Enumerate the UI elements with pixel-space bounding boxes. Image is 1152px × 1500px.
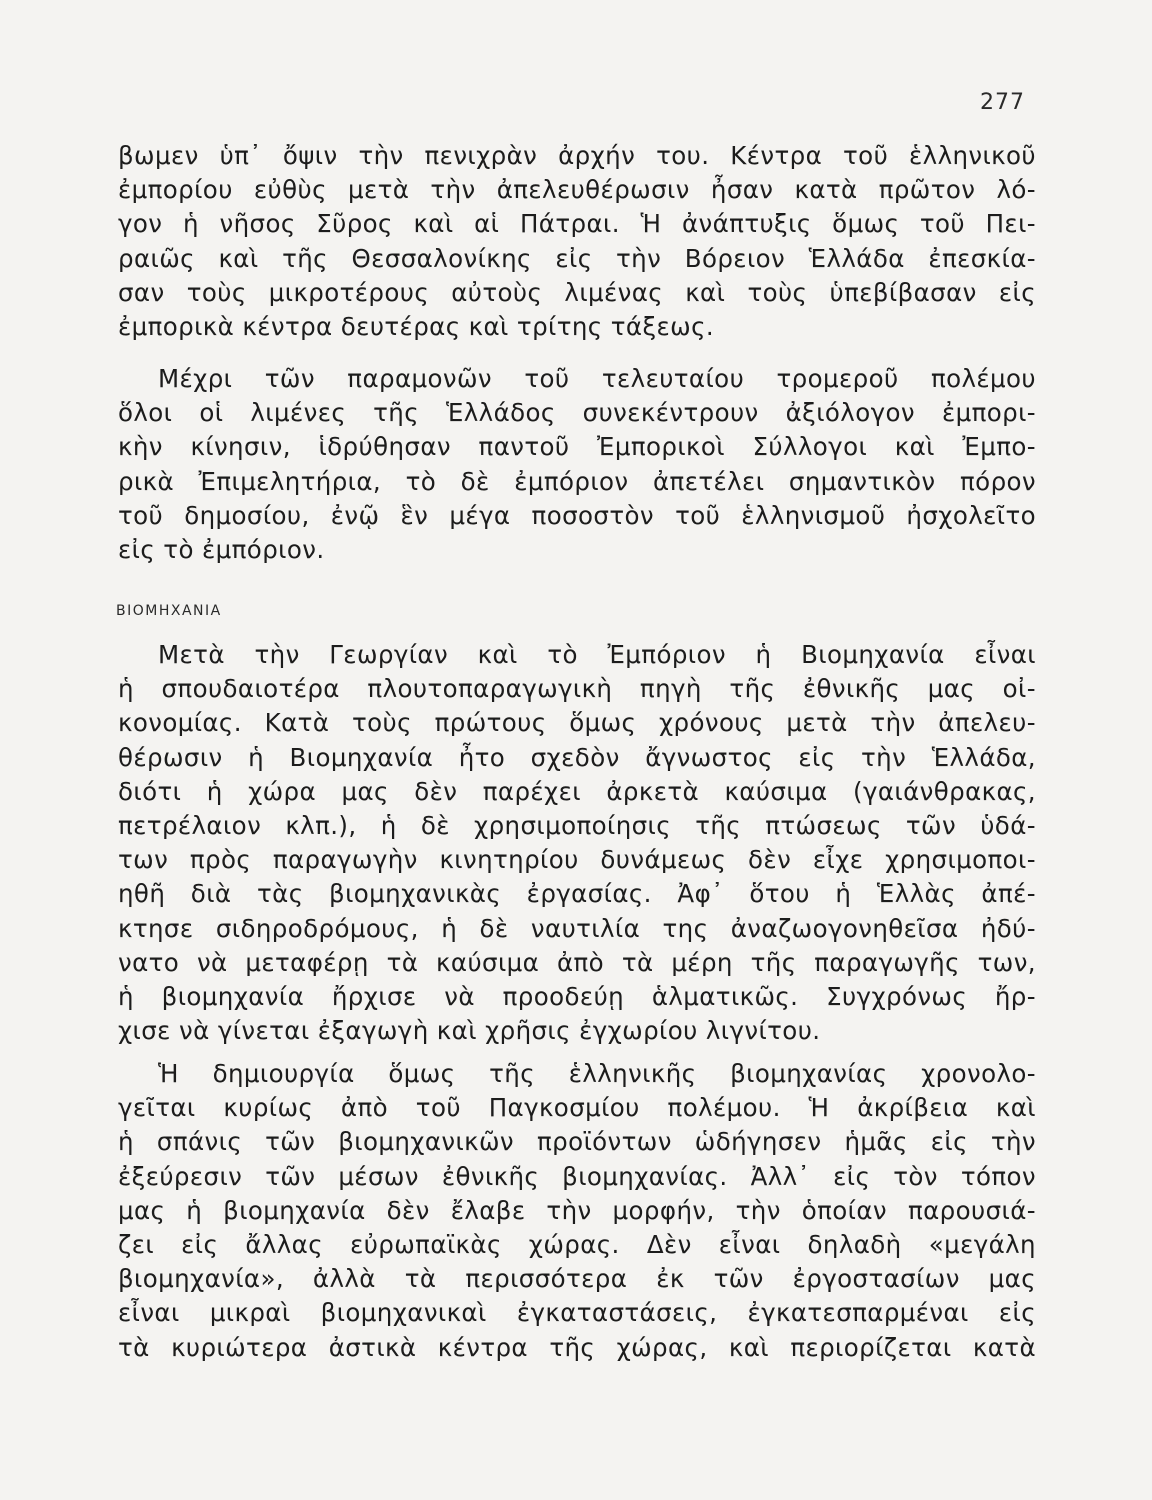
text-line: ἡ σπουδαιοτέρα πλουτοπαραγωγικὴ πηγὴ τῆς ἐθνικῆς μας οἰ- [118,674,1036,704]
text-line: ἐμπορικὰ κέντρα δευτέρας καὶ τρίτης τάξεως. [118,311,715,341]
text-line: κτησε σιδηροδρόμους, ἡ δὲ ναυτιλία της ἀναζωογονηθεῖσα ἠδύ- [118,913,1036,943]
paragraph-4 [118,1057,1036,1365]
text-line: ραιῶς καὶ τῆς Θεσσαλονίκης εἰς τὴν Βόρειον Ἑλλάδα ἐπεσκία- [118,243,1036,273]
text-line: θέρωσιν ἡ Βιομηχανία ἦτο σχεδὸν ἄγνωστος εἰς τὴν Ἑλλάδα, [118,742,1036,772]
text-line: ἡ βιομηχανία ἤρχισε νὰ προοδεύῃ ἁλματικῶς. Συγχρόνως ἤρ- [118,981,1036,1011]
text-line: βωμεν ὑπ᾿ ὄψιν τὴν πενιχρὰν ἀρχήν του. Κέντρα τοῦ ἑλληνικοῦ [118,141,1036,170]
paragraph-3 [118,638,1036,1048]
text-line: βιομηχανία», ἀλλὰ τὰ περισσότερα ἐκ τῶν ἐργοστασίων μας [118,1264,1036,1294]
text-line: Ἡ δημιουργία ὅμως τῆς ἑλληνικῆς βιομηχανίας χρονολο- [158,1059,1036,1088]
text-line: εἶναι μικραὶ βιομηχανικαὶ ἐγκαταστάσεις, ἐγκατεσπαρμέναι εἰς [118,1298,1036,1328]
text-line: των πρὸς παραγωγὴν κινητηρίου δυνάμεως δὲν εἶχε χρησιμοποι- [118,845,1036,875]
text-line: χισε νὰ γίνεται ἐξαγωγὴ καὶ χρῆσις ἐγχωρίου λιγνίτου. [118,1016,821,1046]
text-line: εἰς τὸ ἐμπόριον. [118,534,325,564]
text-line: διότι ἡ χώρα μας δὲν παρέχει ἀρκετὰ καύσιμα (γαιάνθρακας, [118,776,1036,806]
text-line: Μέχρι τῶν παραμονῶν τοῦ τελευταίου τρομεροῦ πολέμου [158,364,1036,393]
text-line: ηθῆ διὰ τὰς βιομηχανικὰς ἐργασίας. Ἀφ᾿ ὅτου ἡ Ἑλλὰς ἀπέ- [118,879,1036,909]
text-line: πετρέλαιον κλπ.), ἡ δὲ χρησιμοποίησις τῆς πτώσεως τῶν ὑδά- [118,810,1036,840]
text-line: ἐξεύρεσιν τῶν μέσων ἐθνικῆς βιομηχανίας. Ἀλλ᾿ εἰς τὸν τόπον [118,1161,1036,1191]
text-line: ὅλοι οἱ λιμένες τῆς Ἑλλάδος συνεκέντρουν ἀξιόλογον ἐμπορι- [118,398,1036,428]
text-line: τὰ κυριώτερα ἀστικὰ κέντρα τῆς χώρας, καὶ περιορίζεται κατὰ [118,1332,1036,1362]
text-line: ρικὰ Ἐπιμελητήρια, τὸ δὲ ἐμπόριον ἀπετέλει σημαντικὸν πόρον [118,466,1036,496]
text-line: σαν τοὺς μικροτέρους αὐτοὺς λιμένας καὶ τοὺς ὑπεβίβασαν εἰς [118,277,1036,307]
text-line: Μετὰ τὴν Γεωργίαν καὶ τὸ Ἐμπόριον ἡ Βιομηχανία εἶναι [158,640,1036,669]
text-line: μας ἡ βιομηχανία δὲν ἔλαβε τὴν μορφήν, τὴν ὁποίαν παρουσιά- [118,1195,1036,1225]
page-number: 277 [980,90,1025,115]
text-line: τοῦ δημοσίου, ἐνῷ ἓν μέγα ποσοστὸν τοῦ ἑλληνισμοῦ ἠσχολεῖτο [118,500,1036,530]
text-line: ζει εἰς ἄλλας εὐρωπαϊκὰς χώρας. Δὲν εἶναι δηλαδὴ «μεγάλη [118,1229,1036,1259]
section-heading: ΒΙΟΜΗΧΑΝΙΑ [116,603,222,619]
text-line: γον ἡ νῆσος Σῦρος καὶ αἱ Πάτραι. Ἡ ἀνάπτυξις ὅμως τοῦ Πει- [118,209,1036,239]
text-line: γεῖται κυρίως ἀπὸ τοῦ Παγκοσμίου πολέμου. Ἡ ἀκρίβεια καὶ [118,1093,1036,1123]
text-line: νατο νὰ μεταφέρῃ τὰ καύσιμα ἀπὸ τὰ μέρη τῆς παραγωγῆς των, [118,947,1036,977]
paragraph-1 [118,139,1036,344]
text-line: ἡ σπάνις τῶν βιομηχανικῶν προϊόντων ὡδήγησεν ἡμᾶς εἰς τὴν [118,1127,1036,1157]
text-line: κὴν κίνησιν, ἱδρύθησαν παντοῦ Ἐμπορικοὶ Σύλλογοι καὶ Ἐμπο- [118,432,1036,462]
text-line: ἐμπορίου εὐθὺς μετὰ τὴν ἀπελευθέρωσιν ἦσαν κατὰ πρῶτον λό- [118,175,1036,205]
paragraph-2 [118,362,1036,567]
text-line: κονομίας. Κατὰ τοὺς πρώτους ὅμως χρόνους μετὰ τὴν ἀπελευ- [118,708,1036,738]
